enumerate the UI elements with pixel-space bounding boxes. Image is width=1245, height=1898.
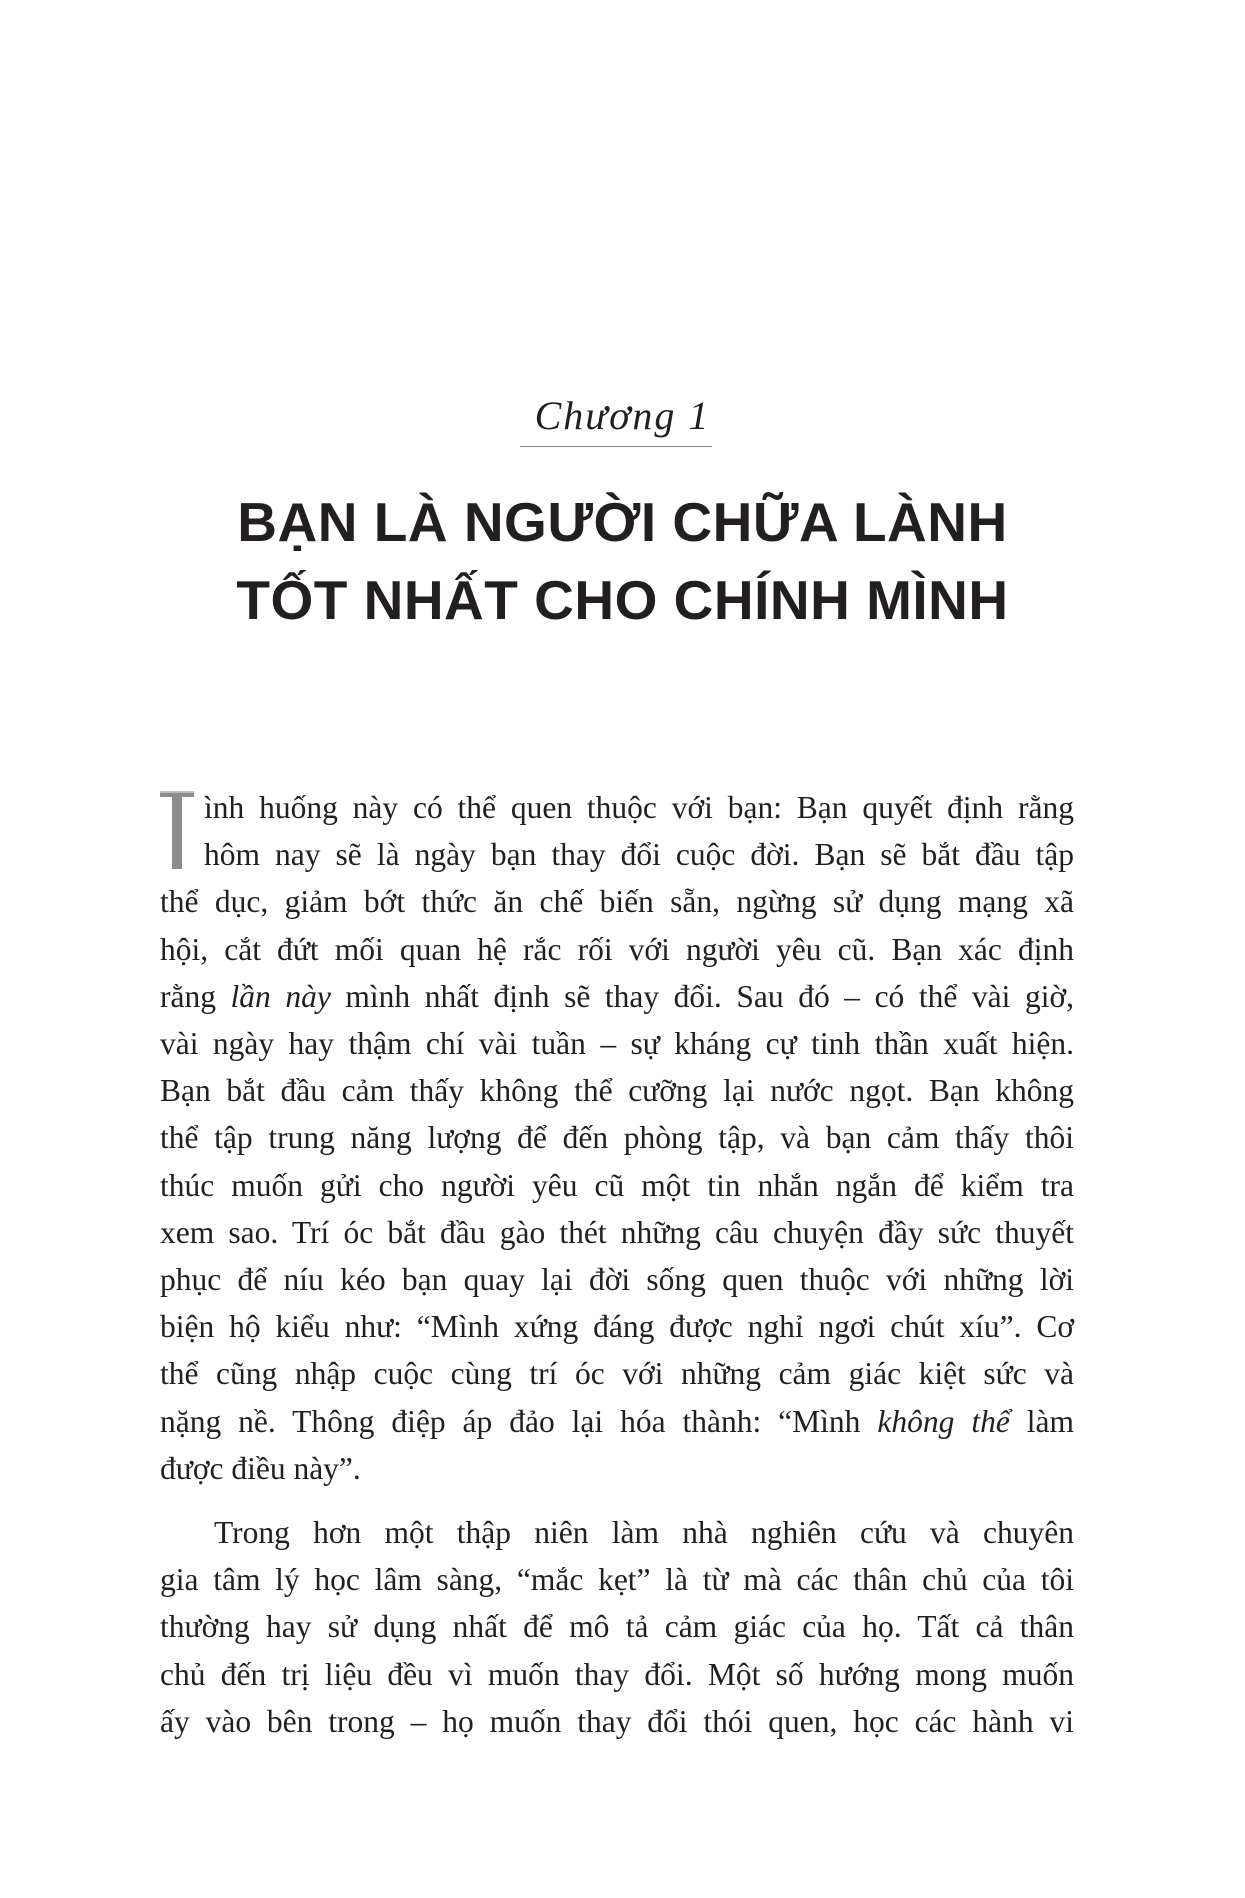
p2-line: ấy vào bên trong – họ muốn thay đổi thói quen, học các hành vi [160,1703,1074,1739]
p1-line: hôm nay sẽ là ngày bạn thay đổi cuộc đời. Bạn sẽ bắt đầu tập [204,837,1074,873]
p2-line: chủ đến trị liệu đều vì muốn thay đổi. Một số hướng mong muốn [160,1656,1074,1692]
chapter-title-line-2: TỐT NHẤT CHO CHÍNH MÌNH [236,569,1009,631]
p1-line: vài ngày hay thậm chí vài tuần – sự kháng cự tinh thần xuất hiện. [160,1026,1074,1062]
p1-line: ình huống này có thể quen thuộc với bạn: Bạn quyết định rằng [204,790,1074,825]
p1-line: Bạn bắt đầu cảm thấy không thể cưỡng lại nước ngọt. Bạn không [160,1073,1074,1109]
italic-khong-the: không thể [877,1403,1010,1439]
chapter-divider [520,446,712,447]
p2-line: Trong hơn một thập niên làm nhà nghiên cứu và chuyên [214,1515,1074,1550]
paragraph-2 [160,1509,1074,1745]
p1-line: được điều này”. [160,1450,361,1486]
p1-line: biện hộ kiểu như: “Mình xứng đáng được nghỉ ngơi chút xíu”. Cơ [160,1309,1074,1345]
p1-line-italic-1: rằng lần này mình nhất định sẽ thay đổi. Sau đó – có thể vài giờ, [160,978,1074,1014]
chapter-title-line-1: BẠN LÀ NGƯỜI CHỮA LÀNH [237,491,1008,553]
p1-line: hội, cắt đứt mối quan hệ rắc rối với người yêu cũ. Bạn xác định [160,931,1074,967]
p1-line: thể tập trung năng lượng để đến phòng tập, và bạn cảm thấy thôi [160,1120,1074,1156]
p1-line: thể dục, giảm bớt thức ăn chế biến sẵn, ngừng sử dụng mạng xã [160,884,1074,920]
p1-line-italic-2: nặng nề. Thông điệp áp đảo lại hóa thành: “Mình không thể làm [160,1403,1074,1439]
p1-line: thúc muốn gửi cho người yêu cũ một tin nhắn ngắn để kiểm tra [160,1167,1074,1203]
p1-line: thể cũng nhập cuộc cùng trí óc với những cảm giác kiệt sức và [160,1356,1074,1392]
p2-line: thường hay sử dụng nhất để mô tả cảm giác của họ. Tất cả thân [160,1609,1074,1645]
italic-lan-nay: lần này [230,978,331,1014]
chapter-title [0,483,1245,639]
p2-line: gia tâm lý học lâm sàng, “mắc kẹt” là từ mà các thân chủ của tôi [160,1562,1074,1598]
p1-line: phục để níu kéo bạn quay lại đời sống quen thuộc với những lời [160,1262,1074,1298]
chapter-label: Chương 1 [534,393,711,438]
p1-line: xem sao. Trí óc bắt đầu gào thét những câu chuyện đầy sức thuyết [160,1214,1074,1250]
paragraph-1 [160,784,1074,1492]
